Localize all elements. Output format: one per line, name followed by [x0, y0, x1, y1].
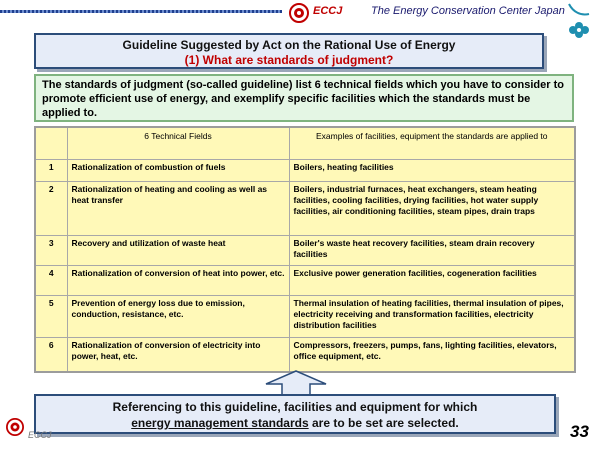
- header-examples: Examples of facilities, equipment the standards are applied to: [289, 127, 575, 160]
- header-fields: 6 Technical Fields: [67, 127, 289, 160]
- slide-title-box: [34, 33, 544, 69]
- header-rule: [0, 10, 282, 13]
- table-row: [35, 182, 575, 236]
- header-num: [35, 127, 67, 160]
- row-field: Recovery and utilization of waste heat: [67, 236, 289, 266]
- row-examples: Boiler's waste heat recovery facilities, steam drain recovery facilities: [289, 236, 575, 266]
- table-row: [35, 266, 575, 296]
- up-arrow-icon: [264, 370, 328, 396]
- row-field: Rationalization of heating and cooling as well as heat transfer: [67, 182, 289, 236]
- page-number: 33: [570, 422, 589, 441]
- row-field: Prevention of energy loss due to emission, conduction, resistance, etc.: [67, 296, 289, 338]
- row-number: 1: [35, 160, 67, 182]
- slide-title: Guideline Suggested by Act on the Rational Use of Energy: [122, 38, 456, 52]
- footer-logo-icon: [6, 418, 24, 436]
- row-examples: Exclusive power generation facilities, cogeneration facilities: [289, 266, 575, 296]
- table-row: [35, 236, 575, 266]
- conclusion-box: [34, 394, 556, 434]
- row-field: Rationalization of conversion of heat into power, etc.: [67, 266, 289, 296]
- header-brand: ECCJ: [313, 5, 343, 17]
- row-number: 6: [35, 338, 67, 372]
- header-org-name: The Energy Conservation Center Japan: [371, 5, 565, 17]
- technical-fields-table: [34, 126, 576, 373]
- eccj-logo-icon: [289, 3, 309, 23]
- table-row: [35, 338, 575, 372]
- conclusion-underlined: energy management standards: [131, 416, 309, 430]
- conclusion-line1: Referencing to this guideline, facilities and equipment for which: [112, 400, 478, 414]
- row-examples: Boilers, industrial furnaces, heat exchangers, steam heating facilities, cooling facilities, drying facilities, hot water supply facilities, air conditioning facilities, steam pipes, drain traps: [289, 182, 575, 236]
- slide-subtitle: (1) What are standards of judgment?: [184, 53, 394, 67]
- table-row: [35, 296, 575, 338]
- row-examples: Thermal insulation of heating facilities, thermal insulation of pipes, electricity receiving and transformation facilities, electricity distribution facilities: [289, 296, 575, 338]
- row-field: Rationalization of combustion of fuels: [67, 160, 289, 182]
- row-number: 3: [35, 236, 67, 266]
- conclusion-line2: [36, 415, 554, 431]
- clover-icon: [563, 2, 595, 42]
- intro-text: The standards of judgment (so-called guideline) list 6 technical fields which you have to consider to promote efficient use of energy, and exemplify specific facilities which the standards must be applied to.: [34, 74, 574, 122]
- table-row: [35, 160, 575, 182]
- row-examples: Boilers, heating facilities: [289, 160, 575, 182]
- table-header-row: [35, 127, 575, 160]
- row-number: 5: [35, 296, 67, 338]
- row-field: Rationalization of conversion of electricity into power, heat, etc.: [67, 338, 289, 372]
- conclusion-rest: are to be set are selected.: [308, 416, 459, 430]
- footer-brand: ECCJ: [28, 430, 52, 440]
- row-number: 4: [35, 266, 67, 296]
- row-examples: Compressors, freezers, pumps, fans, lighting facilities, elevators, office equipment, etc.: [289, 338, 575, 372]
- row-number: 2: [35, 182, 67, 236]
